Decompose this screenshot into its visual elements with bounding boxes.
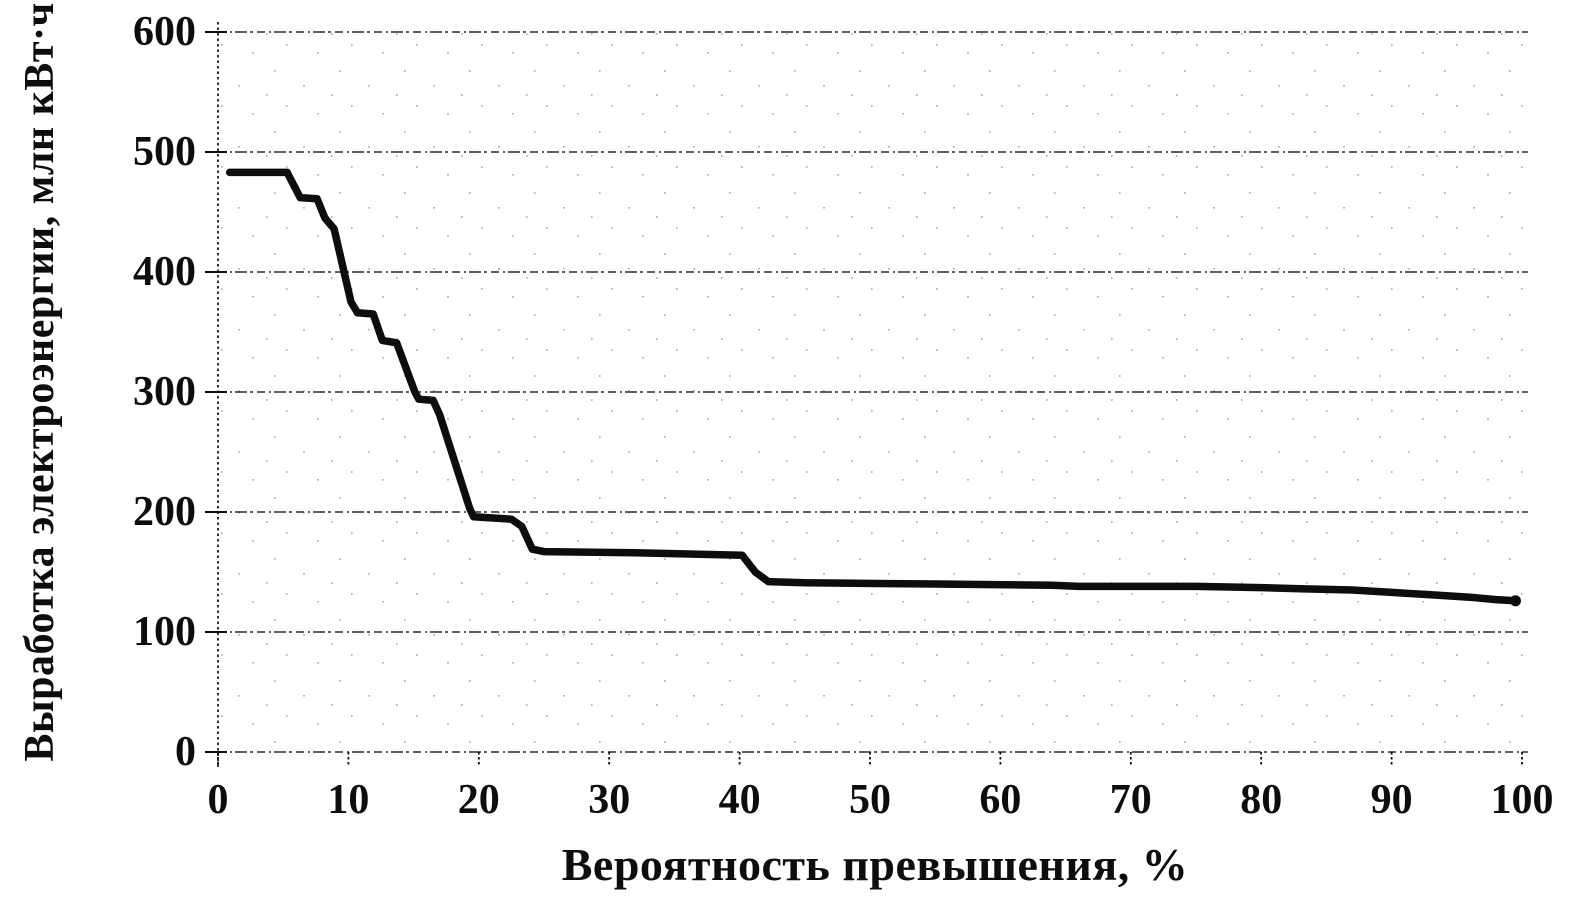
curve-end-point — [1510, 595, 1521, 606]
x-tick-label: 70 — [1109, 777, 1152, 823]
x-tick-label: 60 — [979, 777, 1022, 823]
x-tick-label: 40 — [718, 777, 761, 823]
x-tick-label: 10 — [327, 777, 370, 823]
y-tick-label: 400 — [133, 249, 196, 295]
x-tick-label: 0 — [207, 777, 229, 823]
x-tick-label: 50 — [849, 777, 891, 823]
y-tick-label: 500 — [133, 129, 196, 175]
y-tick-label: 300 — [133, 369, 196, 415]
y-axis-title: Выработка электроэнергии, млн кВт·ч — [17, 2, 63, 762]
x-tick-label: 30 — [588, 777, 631, 823]
y-tick-label: 200 — [133, 489, 196, 535]
y-tick-label: 0 — [175, 729, 196, 775]
x-axis-title: Вероятность превышения, % — [561, 839, 1189, 890]
x-tick-label: 80 — [1240, 777, 1283, 823]
x-tick-label: 100 — [1490, 777, 1554, 823]
y-tick-label: 600 — [133, 9, 196, 55]
x-tick-label: 90 — [1370, 777, 1413, 823]
y-tick-label: 100 — [133, 609, 196, 655]
x-axis-ticks — [218, 752, 1522, 765]
x-tick-label: 20 — [457, 777, 500, 823]
